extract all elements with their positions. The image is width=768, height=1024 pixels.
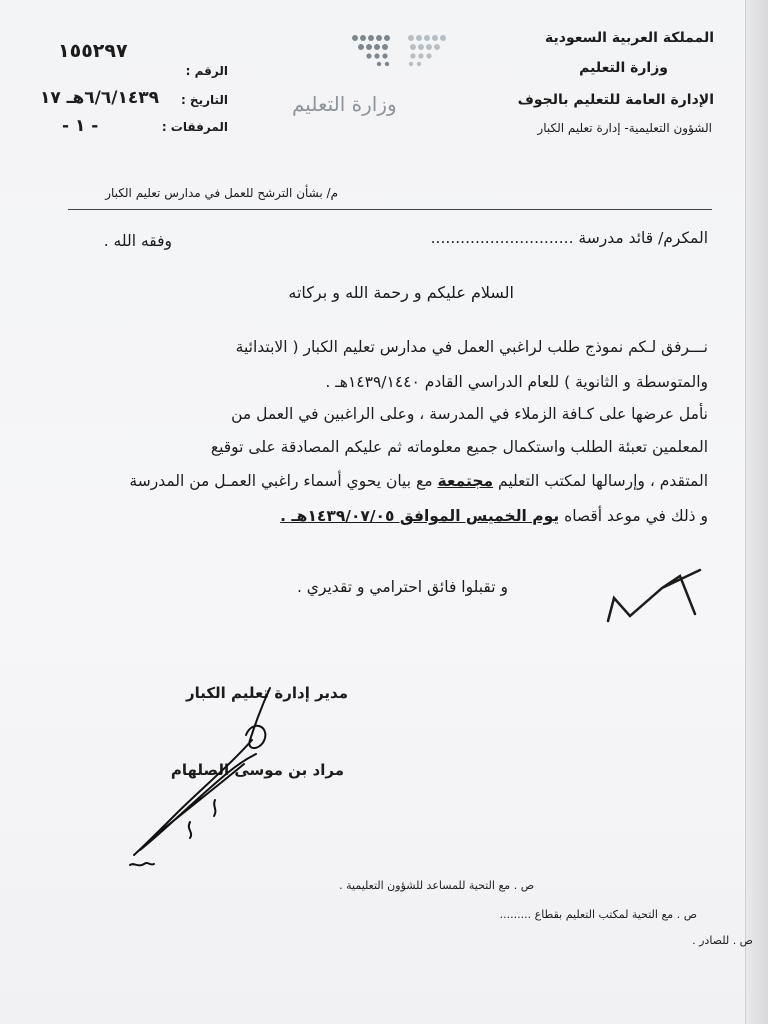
body-line-1: نـــرفق لـكم نموذج طلب لراغبي العمل في مدارس تعليم الكبار ( الابتدائية: [235, 338, 708, 356]
date-value: ٦/٦/١٤٣٩هـ ١٧: [40, 88, 159, 108]
regards: و تقبلوا فائق احترامي و تقديري .: [296, 578, 508, 596]
body-line-3: نأمل عرضها على كـافة الزملاء في المدرسة ، وعلى الراغبين في العمل من: [231, 405, 708, 423]
attachments-value: - ١ -: [62, 116, 99, 136]
body-line-6-a: و ذلك في موعد أقصاه: [559, 507, 708, 525]
cc-line-1: ص . مع التحية للمساعد للشؤون التعليمية .: [339, 879, 534, 892]
header-affairs: الشؤون التعليمية- إدارة تعليم الكبار: [537, 121, 712, 135]
header-directorate: الإدارة العامة للتعليم بالجوف: [517, 92, 714, 108]
body-line-5-a: المتقدم ، وإرسالها لمكتب التعليم: [493, 472, 708, 490]
body-line-4: المعلمين تعبئة الطلب واستكمال جميع معلوماته ثم عليكم المصادقة على توقيع: [210, 438, 708, 456]
number-label: الرقم :: [185, 64, 228, 78]
body-line-5: [129, 472, 708, 490]
body-line-5-emphasis: مجتمعة: [437, 472, 494, 490]
greeting: السلام عليكم و رحمة الله و بركاته: [288, 283, 514, 302]
cc-line-2: ص . مع التحية لمكتب التعليم بقطاع .........: [499, 908, 697, 921]
recipient-line: المكرم/ قائد مدرسة .............................: [430, 229, 708, 247]
signatory-name: مراد بن موسى الصلهام: [170, 761, 344, 779]
number-value: ١٥٥٢٩٧: [58, 40, 128, 62]
subject-line: م/ بشأن الترشح للعمل في مدارس تعليم الكبار: [105, 186, 338, 200]
cc-line-3: ص . للصادر .: [692, 934, 753, 947]
signature-icon: [120, 680, 290, 880]
date-label: التاريخ :: [180, 93, 228, 107]
handwritten-mark-icon: [600, 566, 715, 626]
deadline-text: يوم الخميس الموافق ١٤٣٩/٠٧/٠٥هـ .: [280, 507, 560, 525]
logo-text: وزارة التعليم: [292, 92, 397, 116]
recipient-closing: وفقه الله .: [103, 232, 172, 250]
header-ministry: وزارة التعليم: [579, 60, 668, 76]
header-kingdom: المملكة العربية السعودية: [545, 30, 714, 46]
header-divider: [68, 209, 712, 210]
ministry-logo-icon: [345, 30, 455, 78]
body-line-2: والمتوسطة و الثانوية ) للعام الدراسي القادم ١٤٣٩/١٤٤٠هـ .: [325, 373, 708, 391]
attachments-label: المرفقات :: [161, 120, 228, 134]
body-line-5-c: مع بيان يحوي أسماء راغبي العمـل من المدرسة: [129, 472, 438, 490]
page-edge: [745, 0, 768, 1024]
signatory-title: مدير إدارة تعليم الكبار: [185, 684, 348, 702]
body-line-6: [280, 507, 708, 525]
